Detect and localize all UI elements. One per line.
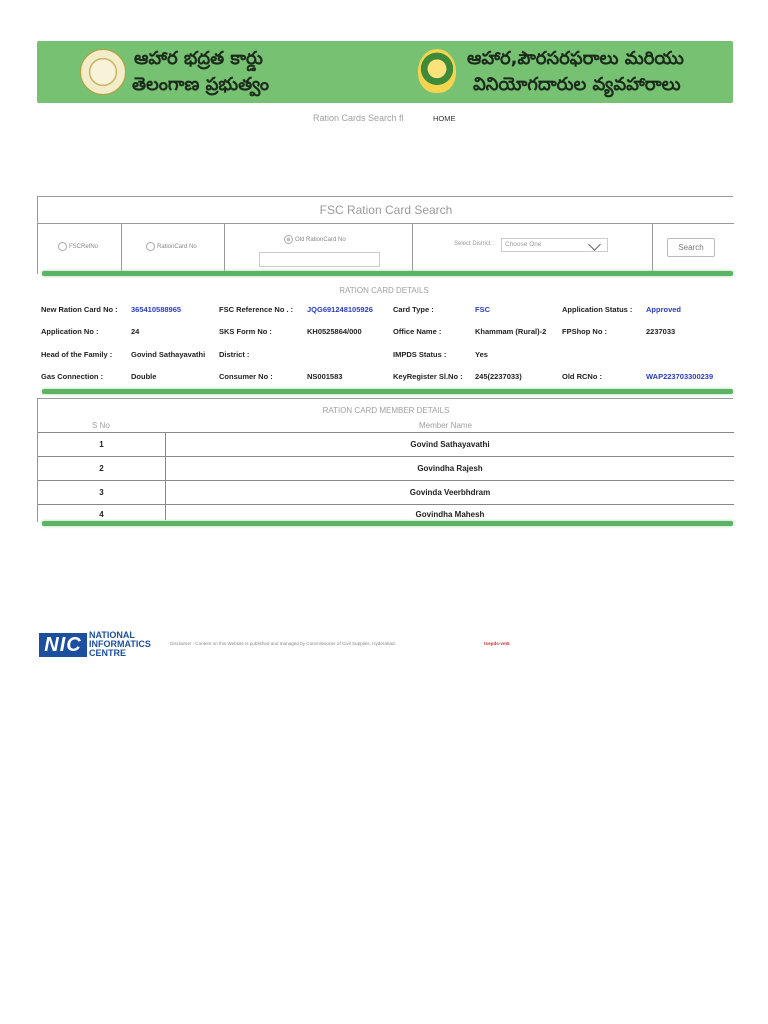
details-title: RATION CARD DETAILS [339, 286, 429, 295]
nic-logo-mark: NIC [39, 633, 87, 657]
radio-cell-old [225, 224, 413, 272]
telangana-emblem-icon [80, 49, 126, 95]
nic-line-2: INFORMATICS [89, 639, 151, 649]
head-value: Govind Sathayavathi [131, 350, 206, 359]
disclaimer-text: Disclaimer : Content on this Website is published and managed by Commissioner of Civil Supplies, Hyderabad. [170, 641, 396, 646]
nav-ration-cards-search[interactable]: Ration Cards Search fl [313, 113, 404, 123]
fsc-ref-value: JQG691248105926 [307, 305, 373, 314]
row-member-name: Govindha Mahesh [415, 510, 485, 519]
app-status-value: Approved [646, 305, 682, 314]
nav-home-link[interactable]: HOME [433, 114, 456, 123]
radio-cell-rationcard [122, 224, 225, 272]
sks-value: KH0525864/000 [307, 327, 362, 336]
divider-bar [42, 389, 733, 394]
old-rationcard-input[interactable] [259, 252, 380, 267]
app-status-label: Application Status : [562, 305, 633, 314]
row-member-name: Govind Sathayavathi [410, 440, 490, 449]
nic-line-3: CENTRE [89, 648, 127, 658]
gas-value: Double [131, 372, 157, 381]
new-ration-card-label: New Ration Card No : [41, 305, 118, 314]
banner-title-left-line2: తెలంగాణ ప్రభుత్వం [132, 74, 270, 95]
row-member-name: Govindha Rajesh [417, 464, 483, 473]
district-label: Select District : [454, 241, 495, 247]
table-row [38, 457, 734, 481]
search-button[interactable]: Search [667, 238, 715, 257]
top-nav [0, 113, 768, 127]
app-no-value: 24 [131, 327, 140, 336]
banner-title-right-line1: ఆహార,పౌరసరఫరాలు మరియు [467, 48, 684, 69]
gas-label: Gas Connection : [41, 372, 104, 381]
table-row [38, 433, 734, 457]
fpshop-value: 2237033 [646, 327, 676, 336]
divider-bar [42, 521, 733, 526]
fsc-ref-label: FSC Reference No . : [219, 305, 294, 314]
fpshop-label: FPShop No : [562, 327, 607, 336]
card-type-value: FSC [475, 305, 490, 314]
radio-cell-fscref [38, 224, 122, 272]
sks-label: SKS Form No : [219, 327, 272, 336]
radio-rationcard[interactable] [146, 242, 155, 251]
search-title: FSC Ration Card Search [319, 203, 453, 217]
header-banner [37, 41, 733, 103]
nic-logo [39, 631, 161, 659]
member-panel [37, 398, 733, 522]
server-name: tsepds-vm5 [484, 641, 510, 646]
radio-old-rationcard[interactable] [284, 235, 293, 244]
radio-old-option[interactable] [284, 231, 346, 249]
nic-logo-text [89, 631, 151, 658]
office-label: Office Name : [393, 327, 442, 336]
card-type-label: Card Type : [393, 305, 434, 314]
keyreg-value: 245(2237033) [475, 372, 522, 381]
search-row [38, 223, 734, 271]
search-panel [37, 196, 733, 274]
old-rc-value: WAP223703300239 [646, 372, 714, 381]
old-rc-label: Old RCNo : [562, 372, 602, 381]
civil-supplies-emblem-icon [418, 49, 456, 93]
row-member-name: Govinda Veerbhdram [409, 488, 491, 497]
district-detail-label: District : [219, 350, 250, 359]
row-sno: 3 [99, 488, 104, 497]
col-name-header: Member Name [419, 421, 472, 430]
app-no-label: Application No : [41, 327, 99, 336]
radio-fscref-option[interactable] [58, 238, 98, 256]
radio-fscref[interactable] [58, 242, 67, 251]
keyreg-label: KeyRegister Sl.No : [393, 372, 463, 381]
new-ration-card-value: 365410588965 [131, 305, 182, 314]
row-sno: 4 [99, 510, 104, 519]
nic-line-1: NATIONAL [89, 630, 135, 640]
banner-title-left-line1: ఆహార భద్రత కార్డు [134, 48, 263, 69]
table-row [38, 481, 734, 505]
office-value: Khammam (Rural)-2 [475, 327, 547, 336]
district-select-value: Choose One [505, 241, 542, 248]
radio-rationcard-option[interactable] [146, 238, 197, 256]
row-sno: 1 [99, 440, 104, 449]
col-sno-header: S No [92, 421, 110, 430]
row-sno: 2 [99, 464, 104, 473]
radio-fscref-label: FSCRefNo [69, 243, 99, 250]
banner-title-right-line2: వినియోగదారుల వ్యవహారాలు [473, 74, 681, 95]
district-select[interactable] [501, 238, 608, 252]
radio-old-label: Old RationCard No [295, 236, 346, 243]
head-label: Head of the Family : [41, 350, 113, 359]
radio-rationcard-label: RationCard No [157, 243, 197, 250]
consumer-value: NS001583 [307, 372, 343, 381]
impds-value: Yes [475, 350, 488, 359]
divider-bar [42, 271, 733, 276]
chevron-down-icon [588, 238, 601, 251]
impds-label: IMPDS Status : [393, 350, 447, 359]
consumer-label: Consumer No : [219, 372, 273, 381]
members-title: RATION CARD MEMBER DETAILS [322, 406, 450, 415]
